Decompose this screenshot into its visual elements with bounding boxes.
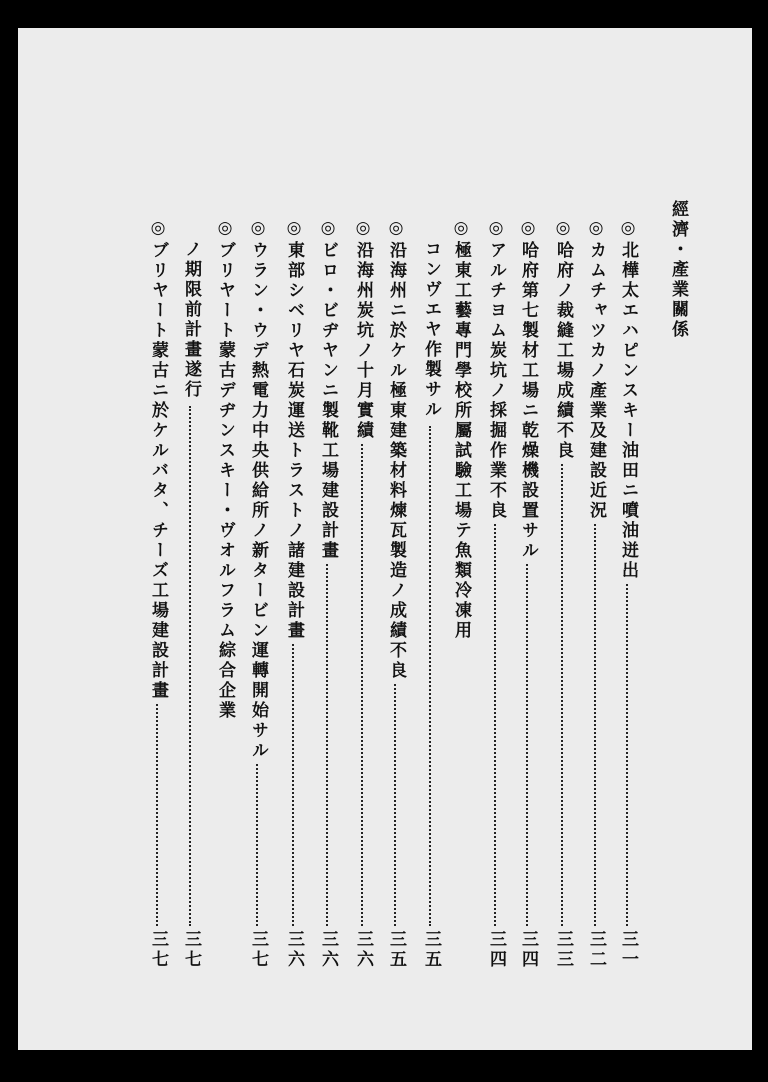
- entry-title: [451, 218, 471, 641]
- page-number: 三六: [318, 930, 338, 970]
- page-number: 三四: [518, 930, 538, 970]
- entry-title: [421, 240, 441, 420]
- entry-title: [181, 240, 201, 400]
- page-number: 三五: [386, 930, 406, 970]
- entry-text: コンヴエヤ作製サル: [421, 240, 441, 420]
- entry-text: 沿海州炭坑ノ十月實績: [353, 241, 373, 441]
- entry-title: [148, 218, 168, 701]
- page-number: 三一: [618, 930, 638, 970]
- page-number: 三六: [284, 930, 304, 970]
- entry-text: ブリヤート蒙古デヂンスキー・ヴオルフラム綜合企業: [215, 241, 235, 721]
- leader-line: [361, 444, 365, 926]
- bullet-mark: ◎: [618, 218, 638, 241]
- entry-title: [248, 218, 268, 761]
- entry-title: [215, 218, 235, 721]
- page-number: 三二: [586, 930, 606, 970]
- leader-line: [561, 464, 565, 926]
- leader-line: [292, 644, 296, 926]
- bullet-mark: ◎: [451, 218, 471, 241]
- page-number: 三四: [486, 930, 506, 970]
- entry-title: [586, 218, 606, 521]
- bullet-mark: ◎: [215, 218, 235, 241]
- entry-text: 哈府第七製材工場ニ乾燥機設置サル: [518, 241, 538, 561]
- entry-text: 北樺太エハピンスキー油田ニ噴油迸出: [618, 241, 638, 581]
- page-number: 三六: [353, 930, 373, 970]
- bullet-mark: ◎: [553, 218, 573, 241]
- leader-line: [256, 764, 260, 926]
- bullet-mark: ◎: [486, 218, 506, 241]
- leader-line: [326, 564, 330, 926]
- leader-line: [526, 564, 530, 926]
- page-number: 三七: [248, 930, 268, 970]
- leader-line: [494, 524, 498, 926]
- page-number: 三七: [148, 930, 168, 970]
- entry-text: 沿海州ニ於ケル極東建築材料煉瓦製造ノ成績不良: [386, 241, 406, 681]
- entry-title: [284, 218, 304, 641]
- entry-title: [318, 218, 338, 561]
- entry-text: カムチャツカノ產業及建設近況: [586, 241, 606, 521]
- entry-text: ウラン・ウデ熱電力中央供給所ノ新タービン運轉開始サル: [248, 241, 268, 761]
- page-number: 三七: [181, 930, 201, 970]
- bullet-mark: ◎: [353, 218, 373, 241]
- entry-text: アルチヨム炭坑ノ採掘作業不良: [486, 241, 506, 521]
- leader-line: [189, 406, 193, 926]
- leader-line: [394, 684, 398, 926]
- leader-line: [594, 524, 598, 926]
- document-page: [18, 28, 752, 1050]
- section-title: 經濟・產業關係: [668, 200, 688, 340]
- entry-text: 極東工藝專門學校所屬試驗工場テ魚類冷凍用: [451, 241, 471, 641]
- bullet-mark: ◎: [148, 218, 168, 241]
- entry-title: [553, 218, 573, 461]
- bullet-mark: ◎: [318, 218, 338, 241]
- entry-text: ビロ・ビヂヤンニ製靴工場建設計畫: [318, 241, 338, 561]
- page-number: 三五: [421, 930, 441, 970]
- entry-title: [486, 218, 506, 521]
- entry-text: 哈府ノ裁縫工場成績不良: [553, 241, 573, 461]
- bullet-mark: ◎: [518, 218, 538, 241]
- entry-title: [518, 218, 538, 561]
- entry-title: [386, 218, 406, 681]
- bullet-mark: ◎: [248, 218, 268, 241]
- bullet-mark: ◎: [586, 218, 606, 241]
- leader-line: [429, 426, 433, 926]
- entry-text: 東部シベリヤ石炭運送トラストノ諸建設計畫: [284, 241, 304, 641]
- entry-text: ノ期限前計畫遂行: [181, 240, 201, 400]
- bullet-mark: ◎: [386, 218, 406, 241]
- bullet-mark: ◎: [284, 218, 304, 241]
- leader-line: [156, 704, 160, 926]
- page-number: 三三: [553, 930, 573, 970]
- entry-title: [618, 218, 638, 581]
- entry-text: ブリヤート蒙古ニ於ケルバタ、チーズ工場建設計畫: [148, 241, 168, 701]
- leader-line: [626, 584, 630, 926]
- entry-title: [353, 218, 373, 441]
